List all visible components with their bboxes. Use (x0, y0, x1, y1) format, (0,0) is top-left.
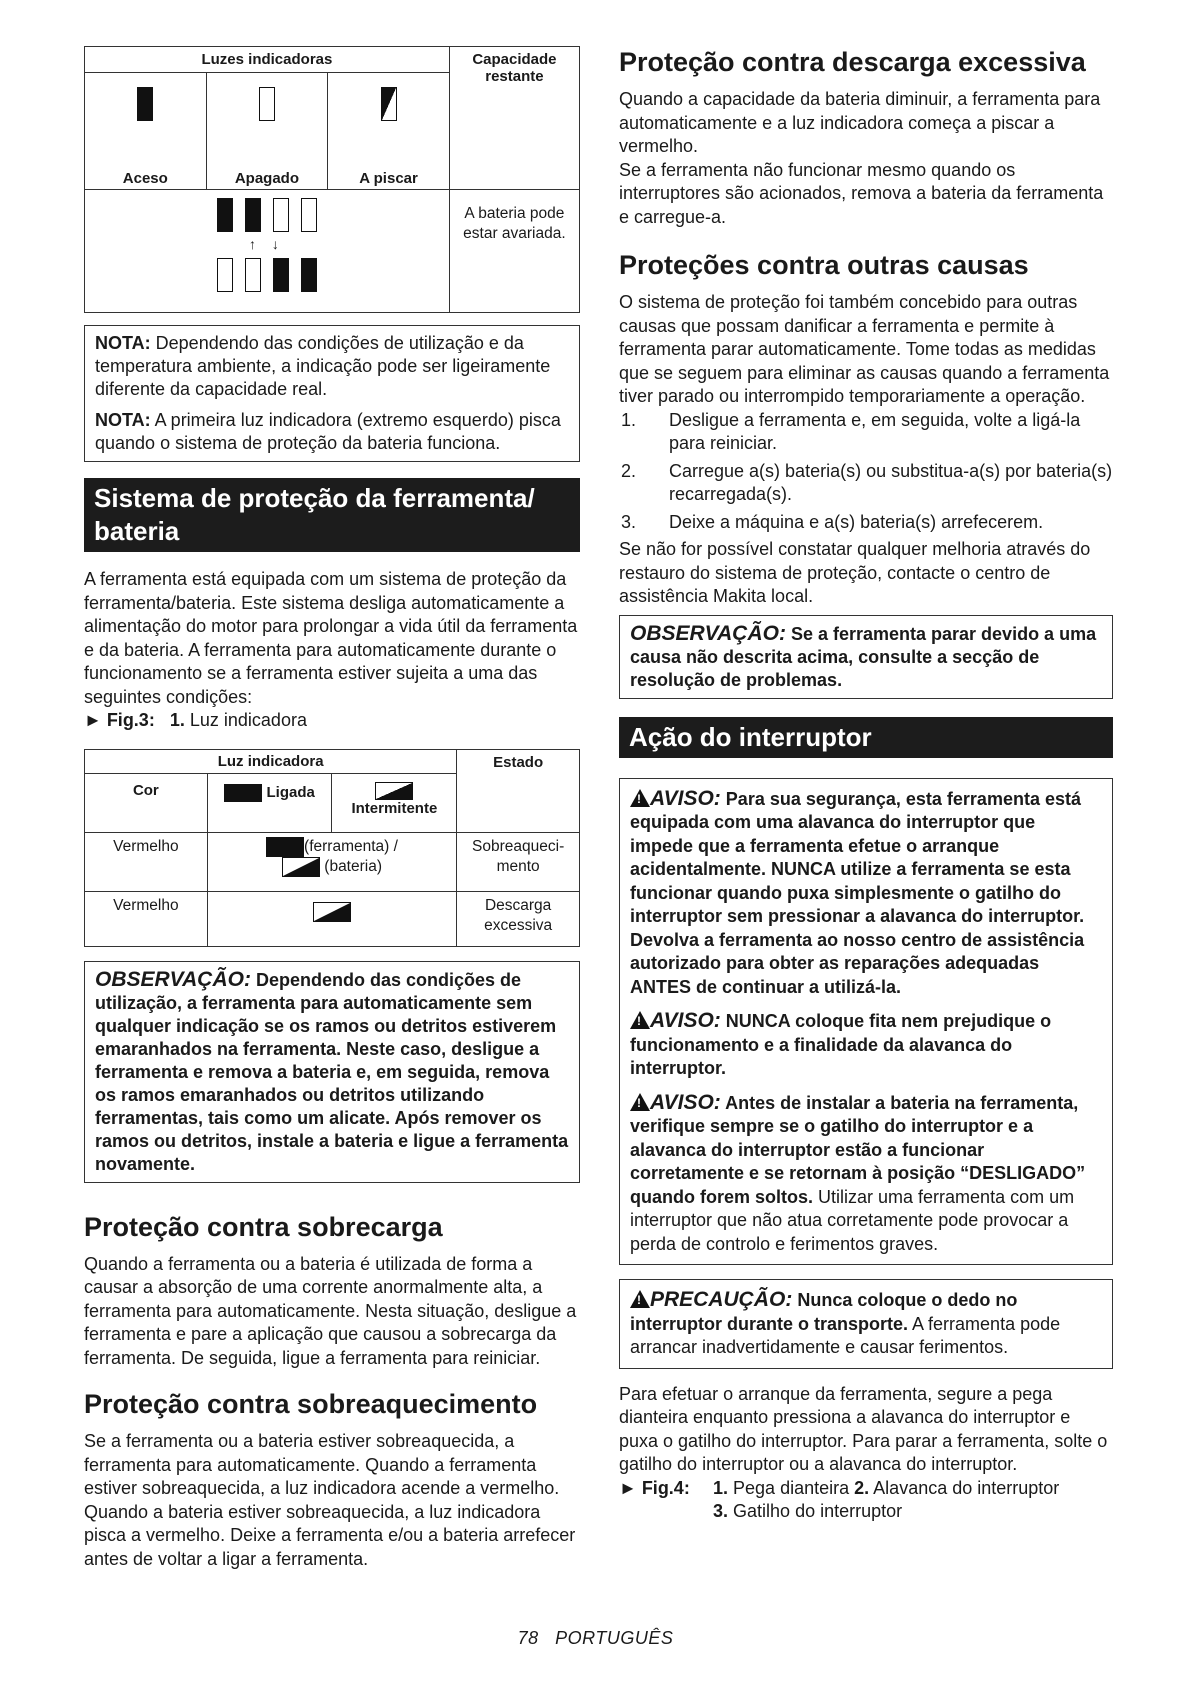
legend-blinking: A piscar (328, 73, 450, 190)
caution: !PRECAUÇÃO: Nunca coloque o dedo no interruptor durante o transporte. A ferramenta pode arrancar inadvertidamente e causar ferimentos. (630, 1288, 1102, 1360)
header-lights: Luzes indicadoras (85, 47, 450, 73)
legend-off: Apagado (206, 73, 328, 190)
overload-body: Quando a ferramenta ou a bateria é utilizada de forma a causar a absorção de uma corrente anormalmente alta, a ferramenta para automaticamente. Nesta situação, desligue a ferramenta e pare a aplicação que causou a sobrecarga da ferramenta. De seguida, ligue a ferramenta para reiniciar. (84, 1253, 577, 1368)
row1-indicator: (ferramenta) / (bateria) (207, 832, 457, 891)
row1-state: Sobreaquecimento (457, 832, 580, 891)
section-banner-switch: Ação do interruptor (619, 717, 1113, 758)
right-column (619, 46, 1113, 1524)
indicator-on-icon (217, 198, 233, 232)
note-1: NOTA: Dependendo das condições de utilização e da temperatura ambiente, a indicação pode ser ligeiramente diferente da capacidade real. (95, 333, 551, 399)
note-2: NOTA: A primeira luz indicadora (extremo esquerdo) pisca quando o sistema de proteção da bateria funciona. (95, 410, 561, 453)
other-causes-body: O sistema de proteção foi também concebido para outras causas que possam danificar a ferramenta e permite à ferramenta parar automaticamente. Tome todas as medidas que se seguem para eliminar as causas quando a ferramenta tiver parado ou interrompido temporariamente a operação. (619, 292, 1110, 406)
light-blinking-icon (375, 782, 413, 800)
notes-box (84, 325, 580, 462)
indicator-off-icon (273, 198, 289, 232)
warning-3: !AVISO: Antes de instalar a bateria na ferramenta, verifique sempre se o gatilho do interruptor e a alavanca do interruptor estão a funcionar corretamente e se retornam à posição “DESLIGADO” quando forem soltos. Utilizar uma ferramenta com um interruptor que não atua corretamente pode provocar a perda de controlo e ferimentos graves. (630, 1091, 1102, 1257)
row2-indicator (207, 891, 457, 946)
section-banner-tool-protection: Sistema de proteção da ferramenta/ bateria (84, 478, 580, 552)
warning-box (619, 778, 1113, 1266)
page-footer (0, 1628, 1191, 1649)
light-blinking-icon (313, 902, 351, 922)
indicator-on-icon (245, 198, 261, 232)
list-item: 2. Carregue a(s) bateria(s) ou substitua-a(s) por bateria(s) recarregada(s). (621, 460, 1113, 504)
tool-protection-body: A ferramenta está equipada com um sistema de proteção da ferramenta/bateria. Este sistema desliga automaticamente a alimentação do motor para prolongar a vida útil da ferramenta e da bateria. A ferramenta para automaticamente durante o funcionamento se a ferramenta estiver sujeita a uma das seguintes condições: (84, 569, 578, 707)
overheat-body: Se a ferramenta ou a bateria estiver sobreaquecida, a ferramenta para automaticamente. Quando a ferramenta estiver sobreaquecida, a luz indicadora acende a vermelho. Quando a bateria estiver sobreaquecida, a luz indicadora pisca a vermelho. Deixe a ferramenta e/ou a bateria arrefecer antes de voltar a ligar a ferramenta. (84, 1431, 576, 1569)
overdischarge-body-2: Se a ferramenta não funcionar mesmo quando os interruptores são acionados, remova a bateria da ferramenta e carregue-a. (619, 159, 1104, 227)
fault-result: A bateria pode estar avariada. (449, 190, 579, 313)
warning-triangle-icon (630, 1093, 650, 1111)
status-table (84, 749, 580, 947)
warning-triangle-icon (630, 1011, 650, 1029)
light-on-icon (224, 784, 262, 802)
observation-box-1: OBSERVAÇÃO: Dependendo das condições de utilização, a ferramenta para automaticamente sem qualquer indicação se os ramos ou detritos estiverem emaranhados na ferramenta. Neste caso, desligue a ferramenta e remova a bateria e, em seguida, remova os ramos emaranhados ou detritos utilizando ferramentas, tais como um alicate. Após remover os ramos ou detritos, instale a bateria e ligue a ferramenta novamente. (84, 961, 580, 1183)
observation-box-2: OBSERVAÇÃO: Se a ferramenta parar devido a uma causa não descrita acima, consulte a secção de resolução de problemas. (619, 615, 1113, 699)
header-capacity: Capacidade restante (449, 47, 579, 190)
overdischarge-title: Proteção contra descarga excessiva (619, 47, 1086, 77)
row2-color: Vermelho (85, 891, 208, 946)
indicator-off-icon (301, 198, 317, 232)
legend-lit: Aceso (85, 73, 207, 190)
indicator-off-icon (245, 258, 261, 292)
battery-indicator-table (84, 46, 580, 313)
switch-body: Para efetuar o arranque da ferramenta, segure a pega dianteira enquanto pressiona a alavanca do interruptor e puxa o gatilho do interruptor. Para parar a ferramenta, solte o gatilho do interruptor ou a alavanca do interruptor. (619, 1383, 1108, 1474)
fault-pattern (85, 190, 450, 313)
row1-color: Vermelho (85, 832, 208, 891)
overdischarge-body: Quando a capacidade da bateria diminuir, a ferramenta para automaticamente e a luz indicadora começa a piscar a vermelho. (619, 89, 1101, 156)
row2-state: Descarga excessiva (457, 891, 580, 946)
light-on-icon (266, 837, 304, 857)
blinking-indicator-icon (381, 87, 397, 121)
fig3-caption: ► Fig.3: 1. Luz indicadora (84, 710, 307, 730)
warning-1: !AVISO: Para sua segurança, esta ferramenta está equipada com uma alavanca do interruptor que impede que a ferramenta efetue o arranque acidentalmente. NUNCA utilize a ferramenta se esta funcionar quando puxa simplesmente o gatilho do interruptor sem pressionar a alavanca do interruptor. Devolva a ferramenta ao nosso centro de assistência autorizado para obter as reparações adequadas ANTES de continuar a utilizá-la. (630, 787, 1102, 1000)
legend-on: Ligada (207, 773, 332, 832)
language-label: PORTUGUÊS (555, 1628, 674, 1648)
warning-2: !AVISO: NUNCA coloque fita nem prejudique o funcionamento e a finalidade da alavanca do interruptor. (630, 1009, 1102, 1081)
list-item: 1. Desligue a ferramenta e, em seguida, volte a ligá-la para reiniciar. (621, 409, 1081, 453)
header-color: Cor (85, 773, 208, 832)
other-causes-steps (619, 409, 1113, 535)
lit-indicator-icon (137, 87, 153, 121)
caution-triangle-icon (630, 1290, 650, 1308)
other-causes-title: Proteções contra outras causas (619, 250, 1029, 280)
pattern-row-2 (89, 258, 445, 292)
legend-intermittent: Intermitente (332, 773, 457, 832)
off-indicator-icon (259, 87, 275, 121)
list-item: 3. Deixe a máquina e a(s) bateria(s) arrefecerem. (621, 511, 1044, 532)
page-number: 78 (517, 1628, 539, 1648)
header-state: Estado (457, 749, 580, 832)
indicator-off-icon (217, 258, 233, 292)
indicator-on-icon (273, 258, 289, 292)
left-column (84, 46, 580, 1571)
header-light: Luz indicadora (85, 749, 457, 773)
fig4-caption: ► Fig.4: 1. Pega dianteira 2. Alavanca do interruptor 3. Gatilho do interruptor (619, 1477, 1060, 1521)
warning-triangle-icon (630, 789, 650, 807)
alternate-arrows-icon: ↑ ↓ (248, 236, 285, 252)
pattern-row-1 (89, 198, 445, 232)
indicator-on-icon (301, 258, 317, 292)
overload-title: Proteção contra sobrecarga (84, 1211, 443, 1242)
other-causes-after: Se não for possível constatar qualquer melhoria através do restauro do sistema de proteção, contacte o centro de assistência Makita local. (619, 539, 1091, 606)
light-blinking-icon (282, 857, 320, 877)
overheat-title: Proteção contra sobreaquecimento (84, 1389, 538, 1419)
caution-box (619, 1279, 1113, 1369)
